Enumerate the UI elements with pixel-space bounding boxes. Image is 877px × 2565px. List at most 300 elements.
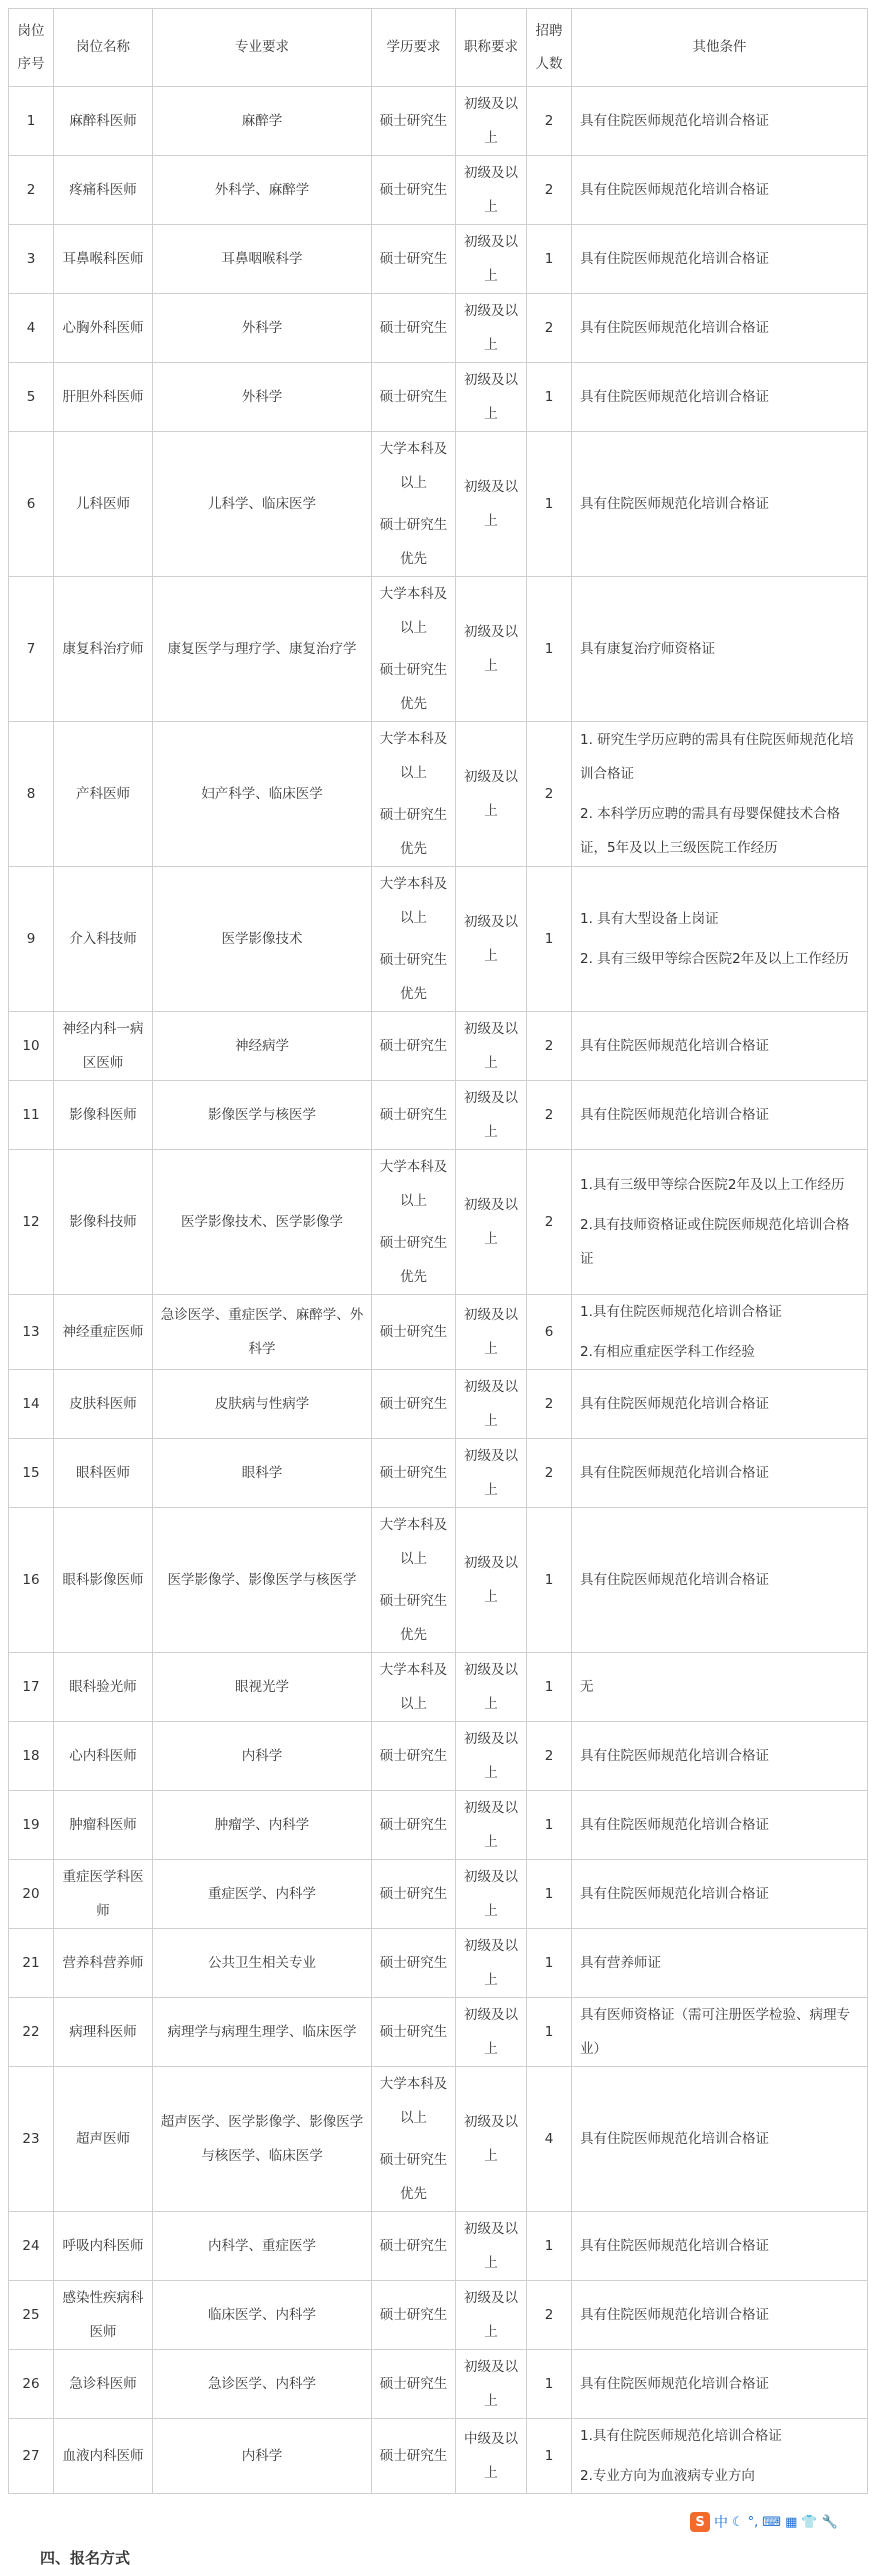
table-row bbox=[9, 2212, 868, 2281]
cell-no: 3 bbox=[9, 225, 54, 294]
edu-line: 硕士研究生优先 bbox=[379, 662, 448, 712]
cell-count: 1 bbox=[527, 1998, 572, 2067]
edu-line: 硕士研究生 bbox=[379, 1817, 448, 1833]
edu-line: 硕士研究生 bbox=[379, 2307, 448, 2323]
table-row bbox=[9, 1998, 868, 2067]
condition-line: 1.具有住院医师规范化培训合格证 bbox=[580, 1304, 782, 1320]
cell-other bbox=[572, 432, 868, 577]
edu-line: 硕士研究生 bbox=[379, 2376, 448, 2392]
cell-title: 初级及以上 bbox=[456, 2281, 527, 2350]
edu-line: 硕士研究生 bbox=[379, 320, 448, 336]
edu-line: 大学本科及以上 bbox=[379, 731, 448, 781]
cell-edu bbox=[372, 2350, 456, 2419]
cell-other bbox=[572, 2350, 868, 2419]
edu-line: 硕士研究生优先 bbox=[379, 807, 448, 857]
cell-major: 急诊医学、内科学 bbox=[153, 2350, 372, 2419]
cell-title: 初级及以上 bbox=[456, 1370, 527, 1439]
cell-count: 1 bbox=[527, 1929, 572, 1998]
cell-other bbox=[572, 1439, 868, 1508]
cell-edu bbox=[372, 1508, 456, 1653]
cell-title: 初级及以上 bbox=[456, 2212, 527, 2281]
cell-major: 医学影像学、影像医学与核医学 bbox=[153, 1508, 372, 1653]
cell-name: 感染性疾病科医师 bbox=[54, 2281, 153, 2350]
edu-line: 硕士研究生 bbox=[379, 1465, 448, 1481]
cell-name: 超声医师 bbox=[54, 2067, 153, 2212]
table-row bbox=[9, 1370, 868, 1439]
table-row bbox=[9, 2281, 868, 2350]
cell-edu bbox=[372, 1722, 456, 1791]
cell-major: 外科学、麻醉学 bbox=[153, 156, 372, 225]
cell-name: 呼吸内科医师 bbox=[54, 2212, 153, 2281]
condition-line: 2. 本科学历应聘的需具有母婴保健技术合格证，5年及以上三级医院工作经历 bbox=[580, 806, 841, 856]
edu-line: 大学本科及以上 bbox=[379, 876, 448, 926]
cell-other bbox=[572, 225, 868, 294]
table-row bbox=[9, 1150, 868, 1295]
table-header-row bbox=[9, 9, 868, 87]
table-row bbox=[9, 1860, 868, 1929]
punctuation-icon[interactable]: °, bbox=[747, 2514, 759, 2530]
condition-line: 具有住院医师规范化培训合格证 bbox=[580, 1465, 769, 1481]
condition-line: 具有住院医师规范化培训合格证 bbox=[580, 182, 769, 198]
cell-no: 20 bbox=[9, 1860, 54, 1929]
condition-line: 1.具有住院医师规范化培训合格证 bbox=[580, 2428, 782, 2444]
condition-line: 1. 具有大型设备上岗证 bbox=[580, 911, 719, 927]
cell-name: 耳鼻喉科医师 bbox=[54, 225, 153, 294]
cell-other bbox=[572, 577, 868, 722]
cell-other bbox=[572, 156, 868, 225]
cell-edu bbox=[372, 1370, 456, 1439]
cell-major: 影像医学与核医学 bbox=[153, 1081, 372, 1150]
header-no: 岗位序号 bbox=[9, 9, 54, 87]
condition-line: 具有住院医师规范化培训合格证 bbox=[580, 2376, 769, 2392]
edu-line: 硕士研究生优先 bbox=[379, 1593, 448, 1643]
cell-other bbox=[572, 1150, 868, 1295]
cell-count: 2 bbox=[527, 156, 572, 225]
cell-other bbox=[572, 1860, 868, 1929]
cell-name: 营养科营养师 bbox=[54, 1929, 153, 1998]
cell-title: 初级及以上 bbox=[456, 1722, 527, 1791]
ime-logo-icon[interactable]: S bbox=[690, 2512, 710, 2532]
cell-no: 18 bbox=[9, 1722, 54, 1791]
cell-edu bbox=[372, 2419, 456, 2494]
condition-line: 具有住院医师规范化培训合格证 bbox=[580, 1886, 769, 1902]
ime-language-label[interactable]: 中 bbox=[714, 2515, 728, 2531]
edu-line: 硕士研究生 bbox=[379, 1396, 448, 1412]
cell-name: 心胸外科医师 bbox=[54, 294, 153, 363]
edu-line: 硕士研究生优先 bbox=[379, 517, 448, 567]
cell-count: 1 bbox=[527, 2212, 572, 2281]
table-row bbox=[9, 867, 868, 1012]
table-row bbox=[9, 577, 868, 722]
cell-major: 内科学 bbox=[153, 1722, 372, 1791]
cell-no: 24 bbox=[9, 2212, 54, 2281]
cell-name: 肿瘤科医师 bbox=[54, 1791, 153, 1860]
cell-title: 初级及以上 bbox=[456, 2350, 527, 2419]
edu-line: 硕士研究生优先 bbox=[379, 952, 448, 1002]
cell-no: 4 bbox=[9, 294, 54, 363]
edu-line: 大学本科及以上 bbox=[379, 586, 448, 636]
cell-count: 2 bbox=[527, 722, 572, 867]
cell-major: 麻醉学 bbox=[153, 87, 372, 156]
cell-count: 2 bbox=[527, 1081, 572, 1150]
cell-no: 13 bbox=[9, 1295, 54, 1370]
cell-title: 初级及以上 bbox=[456, 1439, 527, 1508]
condition-line: 1. 研究生学历应聘的需具有住院医师规范化培训合格证 bbox=[580, 732, 854, 782]
edu-line: 大学本科及以上 bbox=[379, 2076, 448, 2126]
cell-no: 26 bbox=[9, 2350, 54, 2419]
cell-major: 外科学 bbox=[153, 294, 372, 363]
cell-edu bbox=[372, 363, 456, 432]
table-row bbox=[9, 432, 868, 577]
edu-line: 硕士研究生 bbox=[379, 1955, 448, 1971]
cell-other bbox=[572, 294, 868, 363]
cell-edu bbox=[372, 1860, 456, 1929]
cell-other bbox=[572, 1081, 868, 1150]
edu-line: 大学本科及以上 bbox=[379, 1517, 448, 1567]
cell-other bbox=[572, 2212, 868, 2281]
cell-major: 皮肤病与性病学 bbox=[153, 1370, 372, 1439]
cell-major: 临床医学、内科学 bbox=[153, 2281, 372, 2350]
cell-edu bbox=[372, 1012, 456, 1081]
cell-other bbox=[572, 2281, 868, 2350]
header-count: 招聘人数 bbox=[527, 9, 572, 87]
cell-no: 25 bbox=[9, 2281, 54, 2350]
condition-line: 具有住院医师规范化培训合格证 bbox=[580, 1107, 769, 1123]
cell-count: 1 bbox=[527, 2419, 572, 2494]
cell-major: 医学影像技术、医学影像学 bbox=[153, 1150, 372, 1295]
table-row bbox=[9, 2067, 868, 2212]
header-edu: 学历要求 bbox=[372, 9, 456, 87]
grid-icon[interactable]: ▦ bbox=[785, 2514, 798, 2530]
edu-line: 大学本科及以上 bbox=[379, 1159, 448, 1209]
table-row bbox=[9, 363, 868, 432]
edu-line: 硕士研究生 bbox=[379, 182, 448, 198]
table-row bbox=[9, 1081, 868, 1150]
jobs-table bbox=[8, 8, 868, 2494]
cell-count: 1 bbox=[527, 225, 572, 294]
cell-major: 内科学、重症医学 bbox=[153, 2212, 372, 2281]
cell-no: 12 bbox=[9, 1150, 54, 1295]
cell-title: 初级及以上 bbox=[456, 363, 527, 432]
condition-line: 具有住院医师规范化培训合格证 bbox=[580, 1572, 769, 1588]
table-row bbox=[9, 2419, 868, 2494]
edu-line: 硕士研究生 bbox=[379, 2238, 448, 2254]
cell-edu bbox=[372, 1081, 456, 1150]
cell-edu bbox=[372, 1998, 456, 2067]
cell-name: 影像科医师 bbox=[54, 1081, 153, 1150]
cell-edu bbox=[372, 2067, 456, 2212]
cell-title: 初级及以上 bbox=[456, 1150, 527, 1295]
condition-line: 具有住院医师规范化培训合格证 bbox=[580, 389, 769, 405]
cell-major: 康复医学与理疗学、康复治疗学 bbox=[153, 577, 372, 722]
condition-line: 2.专业方向为血液病专业方向 bbox=[580, 2468, 755, 2484]
edu-line: 硕士研究生优先 bbox=[379, 1235, 448, 1285]
cell-count: 2 bbox=[527, 1012, 572, 1081]
cell-title: 初级及以上 bbox=[456, 1653, 527, 1722]
cell-other bbox=[572, 363, 868, 432]
section-heading: 四、报名方式 bbox=[40, 2549, 131, 2565]
edu-line: 硕士研究生 bbox=[379, 2448, 448, 2464]
cell-title: 初级及以上 bbox=[456, 867, 527, 1012]
cell-other bbox=[572, 1295, 868, 1370]
table-row bbox=[9, 1722, 868, 1791]
cell-name: 肝胆外科医师 bbox=[54, 363, 153, 432]
cell-count: 6 bbox=[527, 1295, 572, 1370]
condition-line: 2. 具有三级甲等综合医院2年及以上工作经历 bbox=[580, 951, 849, 967]
cell-edu bbox=[372, 1929, 456, 1998]
cell-title: 初级及以上 bbox=[456, 2067, 527, 2212]
table-row bbox=[9, 294, 868, 363]
cell-name: 儿科医师 bbox=[54, 432, 153, 577]
cell-edu bbox=[372, 1653, 456, 1722]
table-row bbox=[9, 156, 868, 225]
cell-name: 眼科医师 bbox=[54, 1439, 153, 1508]
cell-name: 介入科技师 bbox=[54, 867, 153, 1012]
edu-line: 硕士研究生 bbox=[379, 1324, 448, 1340]
moon-icon[interactable]: ☾ bbox=[732, 2514, 744, 2530]
table-row bbox=[9, 1653, 868, 1722]
cell-count: 1 bbox=[527, 1508, 572, 1653]
cell-no: 10 bbox=[9, 1012, 54, 1081]
condition-line: 具有住院医师规范化培训合格证 bbox=[580, 1817, 769, 1833]
cell-other bbox=[572, 1998, 868, 2067]
cell-other bbox=[572, 1012, 868, 1081]
cell-title: 初级及以上 bbox=[456, 1998, 527, 2067]
cell-name: 康复科治疗师 bbox=[54, 577, 153, 722]
cell-name: 神经重症医师 bbox=[54, 1295, 153, 1370]
cell-name: 眼科验光师 bbox=[54, 1653, 153, 1722]
edu-line: 硕士研究生 bbox=[379, 1107, 448, 1123]
cell-title: 初级及以上 bbox=[456, 432, 527, 577]
cell-name: 产科医师 bbox=[54, 722, 153, 867]
cell-edu bbox=[372, 867, 456, 1012]
cell-major: 超声医学、医学影像学、影像医学与核医学、临床医学 bbox=[153, 2067, 372, 2212]
cell-count: 2 bbox=[527, 294, 572, 363]
cell-other bbox=[572, 1929, 868, 1998]
cell-other bbox=[572, 1370, 868, 1439]
cell-name: 影像科技师 bbox=[54, 1150, 153, 1295]
cell-other bbox=[572, 867, 868, 1012]
cell-no: 22 bbox=[9, 1998, 54, 2067]
edu-line: 硕士研究生 bbox=[379, 251, 448, 267]
cell-no: 6 bbox=[9, 432, 54, 577]
cell-count: 4 bbox=[527, 2067, 572, 2212]
cell-title: 初级及以上 bbox=[456, 1295, 527, 1370]
cell-name: 眼科影像医师 bbox=[54, 1508, 153, 1653]
condition-line: 具有住院医师规范化培训合格证 bbox=[580, 251, 769, 267]
cell-edu bbox=[372, 2212, 456, 2281]
cell-major: 急诊医学、重症医学、麻醉学、外科学 bbox=[153, 1295, 372, 1370]
cell-count: 2 bbox=[527, 1370, 572, 1439]
cell-name: 心内科医师 bbox=[54, 1722, 153, 1791]
cell-edu bbox=[372, 1295, 456, 1370]
cell-no: 15 bbox=[9, 1439, 54, 1508]
cell-count: 2 bbox=[527, 1150, 572, 1295]
table-row bbox=[9, 1929, 868, 1998]
ime-toolbar[interactable] bbox=[690, 2512, 838, 2532]
cell-title: 中级及以上 bbox=[456, 2419, 527, 2494]
cell-edu bbox=[372, 2281, 456, 2350]
cell-major: 内科学 bbox=[153, 2419, 372, 2494]
cell-edu bbox=[372, 294, 456, 363]
cell-other bbox=[572, 722, 868, 867]
cell-edu bbox=[372, 1791, 456, 1860]
cell-no: 11 bbox=[9, 1081, 54, 1150]
cell-major: 耳鼻咽喉科学 bbox=[153, 225, 372, 294]
cell-major: 重症医学、内科学 bbox=[153, 1860, 372, 1929]
header-major: 专业要求 bbox=[153, 9, 372, 87]
cell-other bbox=[572, 2419, 868, 2494]
condition-line: 具有住院医师规范化培训合格证 bbox=[580, 2307, 769, 2323]
cell-count: 2 bbox=[527, 1439, 572, 1508]
cell-major: 儿科学、临床医学 bbox=[153, 432, 372, 577]
cell-edu bbox=[372, 577, 456, 722]
edu-line: 硕士研究生优先 bbox=[379, 2152, 448, 2202]
header-name: 岗位名称 bbox=[54, 9, 153, 87]
table-row bbox=[9, 2350, 868, 2419]
header-title: 职称要求 bbox=[456, 9, 527, 87]
cell-title: 初级及以上 bbox=[456, 1929, 527, 1998]
cell-title: 初级及以上 bbox=[456, 1081, 527, 1150]
table-row bbox=[9, 1439, 868, 1508]
cell-other bbox=[572, 2067, 868, 2212]
condition-line: 2.具有技师资格证或住院医师规范化培训合格证 bbox=[580, 1217, 850, 1267]
table-row bbox=[9, 87, 868, 156]
cell-name: 血液内科医师 bbox=[54, 2419, 153, 2494]
edu-line: 大学本科及以上 bbox=[379, 1662, 448, 1712]
shirt-icon[interactable]: 👕 bbox=[801, 2514, 818, 2530]
condition-line: 无 bbox=[580, 1679, 594, 1695]
cell-other bbox=[572, 1722, 868, 1791]
cell-count: 1 bbox=[527, 1860, 572, 1929]
cell-no: 2 bbox=[9, 156, 54, 225]
cell-major: 病理学与病理生理学、临床医学 bbox=[153, 1998, 372, 2067]
table-row bbox=[9, 1012, 868, 1081]
cell-name: 急诊科医师 bbox=[54, 2350, 153, 2419]
condition-line: 具有住院医师规范化培训合格证 bbox=[580, 1038, 769, 1054]
cell-no: 8 bbox=[9, 722, 54, 867]
cell-no: 19 bbox=[9, 1791, 54, 1860]
table-row bbox=[9, 1508, 868, 1653]
cell-no: 9 bbox=[9, 867, 54, 1012]
condition-line: 具有康复治疗师资格证 bbox=[580, 641, 715, 657]
cell-major: 眼科学 bbox=[153, 1439, 372, 1508]
condition-line: 具有医师资格证（需可注册医学检验、病理专业） bbox=[580, 2007, 850, 2057]
cell-major: 眼视光学 bbox=[153, 1653, 372, 1722]
cell-title: 初级及以上 bbox=[456, 1508, 527, 1653]
cell-other bbox=[572, 1508, 868, 1653]
cell-name: 疼痛科医师 bbox=[54, 156, 153, 225]
table-row bbox=[9, 722, 868, 867]
cell-count: 1 bbox=[527, 867, 572, 1012]
cell-other bbox=[572, 1791, 868, 1860]
cell-edu bbox=[372, 1439, 456, 1508]
cell-title: 初级及以上 bbox=[456, 294, 527, 363]
cell-title: 初级及以上 bbox=[456, 156, 527, 225]
condition-line: 具有住院医师规范化培训合格证 bbox=[580, 1396, 769, 1412]
cell-title: 初级及以上 bbox=[456, 1791, 527, 1860]
condition-line: 具有住院医师规范化培训合格证 bbox=[580, 1748, 769, 1764]
condition-line: 具有住院医师规范化培训合格证 bbox=[580, 2131, 769, 2147]
wrench-icon[interactable]: 🔧 bbox=[821, 2514, 838, 2530]
cell-edu bbox=[372, 722, 456, 867]
table-row bbox=[9, 1295, 868, 1370]
edu-line: 硕士研究生 bbox=[379, 113, 448, 129]
cell-name: 病理科医师 bbox=[54, 1998, 153, 2067]
table-row bbox=[9, 225, 868, 294]
cell-count: 1 bbox=[527, 1653, 572, 1722]
cell-count: 2 bbox=[527, 87, 572, 156]
cell-count: 2 bbox=[527, 2281, 572, 2350]
edu-line: 硕士研究生 bbox=[379, 389, 448, 405]
cell-name: 皮肤科医师 bbox=[54, 1370, 153, 1439]
cell-count: 1 bbox=[527, 1791, 572, 1860]
cell-no: 7 bbox=[9, 577, 54, 722]
cell-no: 23 bbox=[9, 2067, 54, 2212]
edu-line: 硕士研究生 bbox=[379, 1886, 448, 1902]
cell-no: 21 bbox=[9, 1929, 54, 1998]
edu-line: 大学本科及以上 bbox=[379, 441, 448, 491]
jobs-table-body bbox=[9, 87, 868, 2494]
cell-title: 初级及以上 bbox=[456, 1012, 527, 1081]
cell-no: 16 bbox=[9, 1508, 54, 1653]
cell-name: 麻醉科医师 bbox=[54, 87, 153, 156]
cell-title: 初级及以上 bbox=[456, 577, 527, 722]
cell-count: 1 bbox=[527, 2350, 572, 2419]
cell-no: 14 bbox=[9, 1370, 54, 1439]
cell-major: 肿瘤学、内科学 bbox=[153, 1791, 372, 1860]
cell-name: 神经内科一病区医师 bbox=[54, 1012, 153, 1081]
cell-major: 妇产科学、临床医学 bbox=[153, 722, 372, 867]
condition-line: 2.有相应重症医学科工作经验 bbox=[580, 1344, 755, 1360]
edu-line: 硕士研究生 bbox=[379, 1748, 448, 1764]
cell-title: 初级及以上 bbox=[456, 225, 527, 294]
cell-no: 17 bbox=[9, 1653, 54, 1722]
edu-line: 硕士研究生 bbox=[379, 2024, 448, 2040]
cell-count: 1 bbox=[527, 363, 572, 432]
cell-title: 初级及以上 bbox=[456, 722, 527, 867]
cell-count: 2 bbox=[527, 1722, 572, 1791]
cell-edu bbox=[372, 225, 456, 294]
jobs-table-wrapper bbox=[8, 8, 867, 2494]
cell-edu bbox=[372, 1150, 456, 1295]
condition-line: 1.具有三级甲等综合医院2年及以上工作经历 bbox=[580, 1177, 845, 1193]
cell-count: 1 bbox=[527, 432, 572, 577]
condition-line: 具有住院医师规范化培训合格证 bbox=[580, 2238, 769, 2254]
edu-line: 硕士研究生 bbox=[379, 1038, 448, 1054]
cell-edu bbox=[372, 156, 456, 225]
cell-title: 初级及以上 bbox=[456, 1860, 527, 1929]
condition-line: 具有住院医师规范化培训合格证 bbox=[580, 496, 769, 512]
condition-line: 具有住院医师规范化培训合格证 bbox=[580, 113, 769, 129]
cell-major: 外科学 bbox=[153, 363, 372, 432]
cell-title: 初级及以上 bbox=[456, 87, 527, 156]
condition-line: 具有营养师证 bbox=[580, 1955, 661, 1971]
cell-edu bbox=[372, 87, 456, 156]
keyboard-icon[interactable]: ⌨ bbox=[762, 2514, 782, 2530]
cell-edu bbox=[372, 432, 456, 577]
table-row bbox=[9, 1791, 868, 1860]
cell-other bbox=[572, 87, 868, 156]
cell-no: 27 bbox=[9, 2419, 54, 2494]
cell-other bbox=[572, 1653, 868, 1722]
condition-line: 具有住院医师规范化培训合格证 bbox=[580, 320, 769, 336]
header-other: 其他条件 bbox=[572, 9, 868, 87]
cell-major: 医学影像技术 bbox=[153, 867, 372, 1012]
cell-no: 1 bbox=[9, 87, 54, 156]
cell-major: 神经病学 bbox=[153, 1012, 372, 1081]
cell-no: 5 bbox=[9, 363, 54, 432]
